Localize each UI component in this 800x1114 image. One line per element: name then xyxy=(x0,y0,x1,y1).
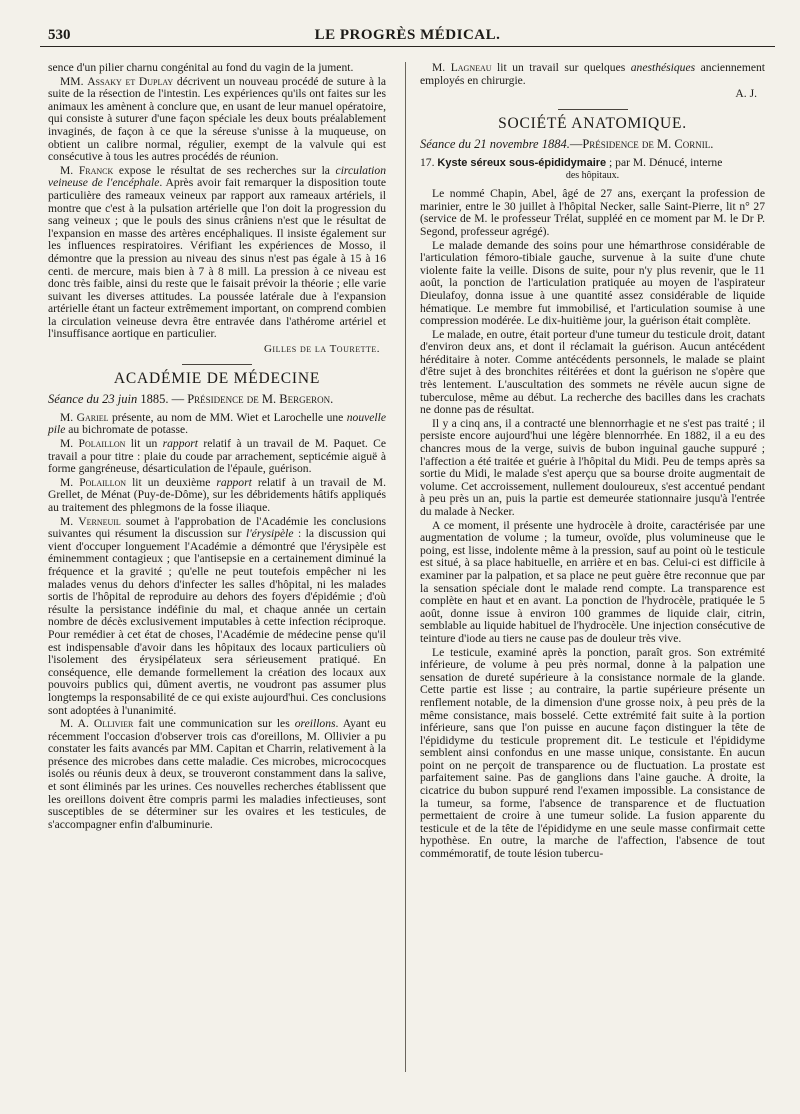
article-heading: 17. Kyste séreux sous-épididymaire ; par M. Dénucé, interne des hôpitaux. xyxy=(420,155,723,181)
page-header xyxy=(40,24,775,47)
topic-italic: circulation veineuse de l'encéphale xyxy=(48,163,386,190)
paragraph-polaillon-2: M. Polaillon lit un deuxième rapport relatif à un travail de M. Grellet, de Ménat (Puy-de-Dôme), sur les débridements hâtifs appliqués au traitement des phlegmons de la fosse iliaque. xyxy=(48,475,386,514)
article-title: Kyste séreux sous-épididymaire xyxy=(437,156,607,169)
author-name: Ollivier xyxy=(93,717,134,731)
paragraph-polaillon-1: M. Polaillon lit un rapport relatif à un travail de M. Paquet. Ce travail a pour titre : plaie du coude par arrachement, septicémie aiguë à forme gangréneuse, désarticulation de l'épaule, guérison. xyxy=(48,437,387,476)
author-name: Lagneau xyxy=(450,61,492,74)
author-name: Franck xyxy=(78,163,114,177)
signature: Gilles de la Tourette. xyxy=(263,343,380,356)
paragraph-gariel: M. Gariel présente, au nom de MM. Wiet et Larochelle une nouvelle pile au bichromate de potasse. xyxy=(48,410,387,437)
author-name: Assaky et Duplay xyxy=(87,74,174,88)
column-divider xyxy=(405,62,406,1072)
right-column xyxy=(420,62,765,862)
article-paragraph: Il y a cinq ans, il a contracté une blennorrhagie et ne s'est pas traité ; il persiste encore aujourd'hui une légère blennorrhée. En 1882, il a eu des chancres mous de la verge, suivis de bubon inguinal gauche suppuré ; l'affection a été traitée et guérie à l'hôpital du Midi. Peu de temps après sa sortie du Midi, le malade s'est aperçu que sa bourse droite augmentait de volume. Cet accroissement, nullement douloureux, s'est accentué pendant à peu près un an, puis la partie est demeurée stationnaire jusqu'à l'entrée du malade à Necker. xyxy=(420,416,765,518)
left-column xyxy=(48,62,386,832)
article-paragraph: Le nommé Chapin, Abel, âgé de 27 ans, exerçant la profession de marinier, entre le 30 juillet à l'hôpital Necker, salle Saint-Pierre, lit n° 27 (service de M. le professeur Trélat, suppléé en ce moment par M. le Dr P. Segond, professeur agrégé). xyxy=(420,187,765,238)
section-title-societe: SOCIÉTÉ ANATOMIQUE. xyxy=(498,114,687,132)
running-title: LE PROGRÈS MÉDICAL. xyxy=(314,27,501,43)
article-paragraph: Le malade, en outre, était porteur d'une tumeur du testicule droit, datant d'environ deux ans, et dont il réclamait la guérison. Aucun antécédent héréditaire à noter. Comme antécédents personnels, le malade se plaint d'être sujet à des bronchites réitérées et dont la guérison ne s'opère que très lentement. L'auscultation des sommets ne révèle aucun signe de tuberculose, même au début. La recherche des bacilles dans les crachats ne donne pas de résultat. xyxy=(420,327,765,417)
article-paragraph: A ce moment, il présente une hydrocèle à droite, caractérisée par une augmentation de volume ; la tumeur, ovoïde, plus volumineuse que le poing, est lisse, indolente même à la pression, sauf au point où le testicule est situé, à sa place habituelle, en arrière et en bas. Celui-ci est difficile à examiner par la palpation, et sa place ne peut guère être reconnue que par la sensation spéciale dont le malade rend compte. La transparence est complète en haut et en avant. La ponction de l'hydrocèle, pratiquée le 5 août, donne issue à environ 100 grammes de liquide clair, citrin, semblable au liquide habituel de l'hydrocèle. Une injection consécutive de teinture d'iode au tiers ne cause pas de douleur très vive. xyxy=(420,518,765,645)
paragraph-verneuil: M. Verneuil soumet à l'approbation de l'Académie les conclusions suivantes qui résument la discussion sur l'érysipèle : la discussion qui vient d'occuper longuement l'Académie a démontré que l'érysipèle est éminemment contagieux ; que l'antisepsie en a certainement diminué la fréquence et la gravité ; qu'elle ne peut toutefois empêcher ni les malades venus du dehors d'infecter les salles d'hôpital, ni les malades sortis de l'hôpital de reproduire au dehors des foyers d'épidémie ; d'où résulte la persistance indéfinie du mal, et chaque année un certain nombre de décès exclusivement imputables à cette infection réciproque. Pour remédier à cet état de choses, l'Académie de médecine pense qu'il est indispensable d'avoir dans les hôpitaux des locaux particuliers où l'isolement des érysipélateux sera sérieusement pratiqué. En conséquence, elle demande formellement la création des locaux aux pouvoirs publics qui, dûment avertis, ne voudront pas assumer plus longtemps la responsabilité de ce qui existe aujourd'hui. Ces conclusions sont adoptées à l'unanimité. xyxy=(48,514,387,717)
author-name: Polaillon xyxy=(79,475,127,489)
paragraph-intro: sence d'un pilier charnu congénital au fond du vagin de la jument. xyxy=(48,61,354,74)
separator-rule xyxy=(182,364,252,365)
paragraph-assaky: MM. Assaky et Duplay décrivent un nouveau procédé de suture à la suite de la résection de l'intestin. Les expériences qu'ils ont faites sur les animaux les amènent à conclure que, en usant de leur manuel opératoire, qui consiste à suturer d'une façon spéciale les deux bouts préalablement invaginés, de façon à ce que la séreuse s'unisse à la muqueuse, on obtient un calibre normal, régulier, exempt de la valvule qui est consécutive à tous les autres procédés de réunion. xyxy=(48,74,386,164)
signature-initials: A. J. xyxy=(735,87,757,101)
article-paragraph: Le testicule, examiné après la ponction, paraît gros. Son extrémité inférieure, de volume à peu près normal, donne à la palpation une sensation de dureté supérieure à la consistance normale de la glande. Cette partie est lisse ; au contraire, la partie supérieure présente un renflement notable, de la dimension d'une grosse noix, à peu près de la même consistance, mais bosselé. Cette extrémité fait suite à la portion inférieure, sans que l'on puisse en aucune façon distinguer la tête de l'épididyme du testicule proprement dit. Le testicule et l'épididyme semblent ainsi confondus en une masse unique, consistante. En aucun point on ne perçoit de transparence ou de fluctuation. La prostate est parfaitement saine. Pas de ganglions dans l'aine gauche. A droite, la cicatrice du bubon suppuré rend l'examen impossible. La consistance de la tumeur, sa forme, l'absence de transparence et de fluctuation permettaient de croire à une tumeur solide. La fusion apparente du testicule et de la tête de l'épididyme en une seule masse confirmait cette hypothèse. En outre, la marche de l'affection, l'absence de tout commémoratif, de toute lésion tubercu- xyxy=(420,645,765,861)
seance-line: Séance du 23 juin 1885. — Présidence de M. Bergeron. xyxy=(48,392,334,407)
page-number: 530 xyxy=(48,27,71,43)
section-title-academie: ACADÉMIE DE MÉDECINE xyxy=(113,369,321,387)
author-name: Polaillon xyxy=(78,437,126,451)
paragraph-lagneau: M. Lagneau lit un travail sur quelques anesthésiques anciennement employés en chirurgie. xyxy=(420,61,766,87)
paragraph-franck: M. Franck expose le résultat de ses recherches sur la circulation veineuse de l'encéphale. Après avoir fait remarquer la disposition toute particulière des rameaux veineux par rapport aux rameaux artériels, il montre que c'est à la pulsation artérielle que l'on doit la progression du sang veineux ; que le pouls des sinus crâniens n'est que le résultat de l'expansion en masse des artères encéphaliques. Il insiste également sur les influences respiratoires. Vérifiant les expériences de Mosso, il démontre que la pression au niveau des sinus n'est pas égale à 15 à 16 centi. de mercure, mais bien à 7 à 8 mill. La pression à ce niveau est donc très faible, ainsi du reste que le faisait prévoir la théorie ; elle varie suivant les diverses attitudes. La poussée latérale due à l'expansion artérielle étant un facteur extrêmement important, on comprend combien la circulation veineuse devra être entravée dans l'athérome artériel et l'insuffisance aortique en particulier. xyxy=(48,163,386,341)
article-paragraph: Le malade demande des soins pour une hémarthrose considérable de l'articulation fémoro-tibiale gauche, survenue à la suite d'une chute violente faite la veille. Disons de suite, pour n'y plus revenir, que le 11 août, la ponction de l'articulation pratiquée au moyen de l'aspirateur Dieulafoy, donna issue à une quantité assez considérable de liquide hématique. Le membre fut immobilisé, et l'articulation soumise à une compression modérée. Le dix-huitième jour, la guérison était complète. xyxy=(420,238,765,328)
author-name: Verneuil xyxy=(78,514,121,528)
seance-line: Séance du 21 novembre 1884.—Présidence de M. Cornil. xyxy=(420,137,714,152)
author-name: Gariel xyxy=(76,410,109,424)
paragraph-ollivier: M. A. Ollivier fait une communication sur les oreillons. Ayant eu récemment l'occasion d'observer trois cas d'oreillons, M. Ollivier a pu constater les faits avancés par MM. Capitan et Charrin, relativement à la présence des microbes dans cette maladie. Ces microbes, micrococques isolés ou réunis deux à deux, se trouveront constamment dans la salive, et sont éliminés par les urines. Ces nouvelles recherches établissent que les oreillons doivent être compris parmi les maladies infectieuses, sont susceptibles de se déterminer sur les ovaires et les testicules, de s'accompagner enfin d'albuminurie. xyxy=(48,717,387,831)
separator-rule xyxy=(558,109,628,110)
